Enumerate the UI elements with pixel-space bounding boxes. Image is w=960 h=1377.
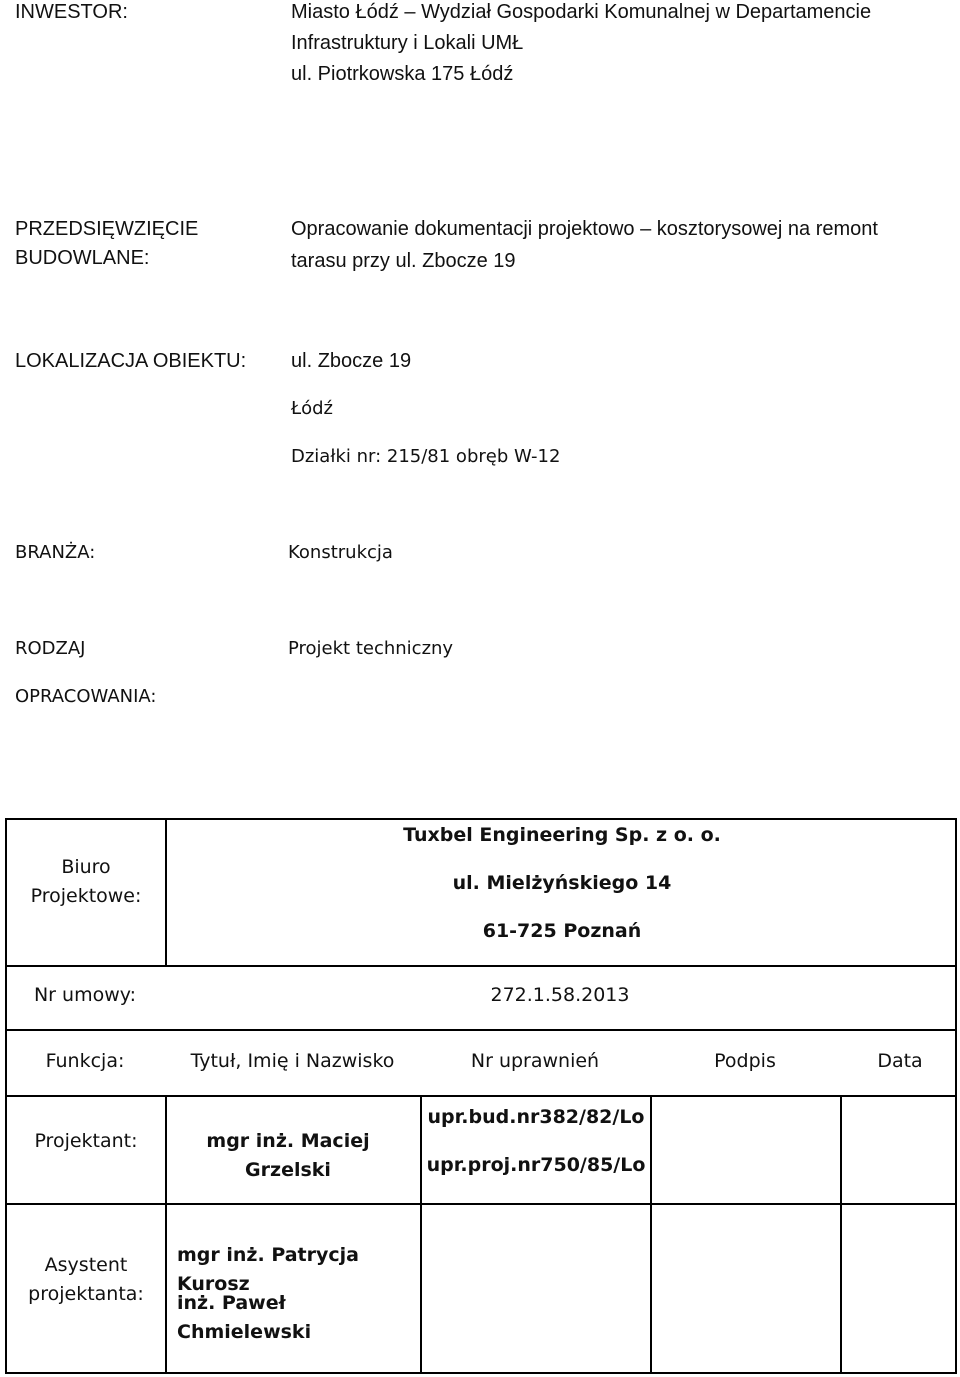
biuro-label-line2: Projektowe: xyxy=(30,885,142,907)
table-rule xyxy=(5,818,957,820)
company-street: ul. Mielżyńskiego 14 xyxy=(452,872,672,894)
asystent-label-line2: projektanta: xyxy=(28,1283,144,1305)
header-funkcja: Funkcja: xyxy=(45,1050,125,1072)
rodzaj-label-line1: RODZAJ xyxy=(15,638,86,659)
lokalizacja-city: Łódź xyxy=(291,398,334,419)
lokalizacja-address-prefix: ul. xyxy=(291,350,313,372)
uprawnienia-2: upr.proj.nr750/85/Lo xyxy=(426,1154,646,1176)
company-name: Tuxbel Engineering Sp. z o. o. xyxy=(403,824,721,846)
nr-umowy-label: Nr umowy: xyxy=(33,984,137,1006)
branza-label: BRANŻA: xyxy=(15,542,96,563)
przedsiewziecie-label-line2: BUDOWLANE: xyxy=(15,247,150,269)
biuro-label-line1: Biuro xyxy=(61,856,111,878)
projektant-label: Projektant: xyxy=(34,1130,138,1152)
table-rule xyxy=(5,1095,957,1097)
rodzaj-value: Projekt techniczny xyxy=(288,638,454,659)
uprawnienia-1: upr.bud.nr382/82/Lo xyxy=(427,1106,645,1128)
investor-line1: Miasto Łódź – Wydział Gospodarki Komunalnej w Departamencie xyxy=(291,1,872,23)
header-uprawnienia: Nr uprawnień xyxy=(470,1050,600,1072)
table-rule xyxy=(840,1095,842,1374)
table-rule xyxy=(420,1095,422,1374)
lokalizacja-address-rest: Zbocze 19 xyxy=(317,350,412,372)
nr-umowy-value: 272.1.58.2013 xyxy=(490,984,630,1006)
investor-label: INWESTOR: xyxy=(15,1,128,23)
projektant-name: mgr inż. Maciej Grzelski xyxy=(206,1130,370,1181)
lokalizacja-label: LOKALIZACJA OBIEKTU: xyxy=(15,350,247,372)
asystent-label-line1: Asystent xyxy=(44,1254,128,1276)
table-rule xyxy=(5,965,957,967)
przedsiewziecie-label-line1: PRZEDSIĘWZIĘCIE xyxy=(15,218,199,240)
przedsiewziecie-line2: tarasu przy ul. Zbocze 19 xyxy=(291,250,516,272)
header-name: Tytuł, Imię i Nazwisko xyxy=(190,1050,395,1072)
asystent-1: mgr inż. Patrycja Kurosz xyxy=(177,1244,359,1295)
table-rule xyxy=(650,1095,652,1374)
asystent-2: inż. Paweł Chmielewski xyxy=(177,1292,312,1343)
przedsiewziecie-line1: Opracowanie dokumentacji projektowo – kosztorysowej na remont xyxy=(291,218,878,240)
lokalizacja-plots: Działki nr: 215/81 obręb W-12 xyxy=(291,446,561,467)
branza-value: Konstrukcja xyxy=(288,542,393,563)
rodzaj-label-line2: OPRACOWANIA: xyxy=(15,686,157,707)
header-podpis: Podpis xyxy=(714,1050,776,1072)
company-city: 61-725 Poznań xyxy=(482,920,642,942)
asystent-label xyxy=(7,1251,165,1309)
biuro-label xyxy=(7,853,165,911)
header-data: Data xyxy=(877,1050,923,1072)
table-rule xyxy=(955,818,957,1374)
lokalizacja-address xyxy=(291,349,411,373)
investor-line3: ul. Piotrkowska 175 Łódź xyxy=(291,63,514,85)
table-rule xyxy=(165,818,167,967)
investor-line2: Infrastruktury i Lokali UMŁ xyxy=(291,32,524,54)
table-rule xyxy=(5,1029,957,1031)
table-rule xyxy=(5,1372,957,1374)
table-rule xyxy=(5,1203,957,1205)
